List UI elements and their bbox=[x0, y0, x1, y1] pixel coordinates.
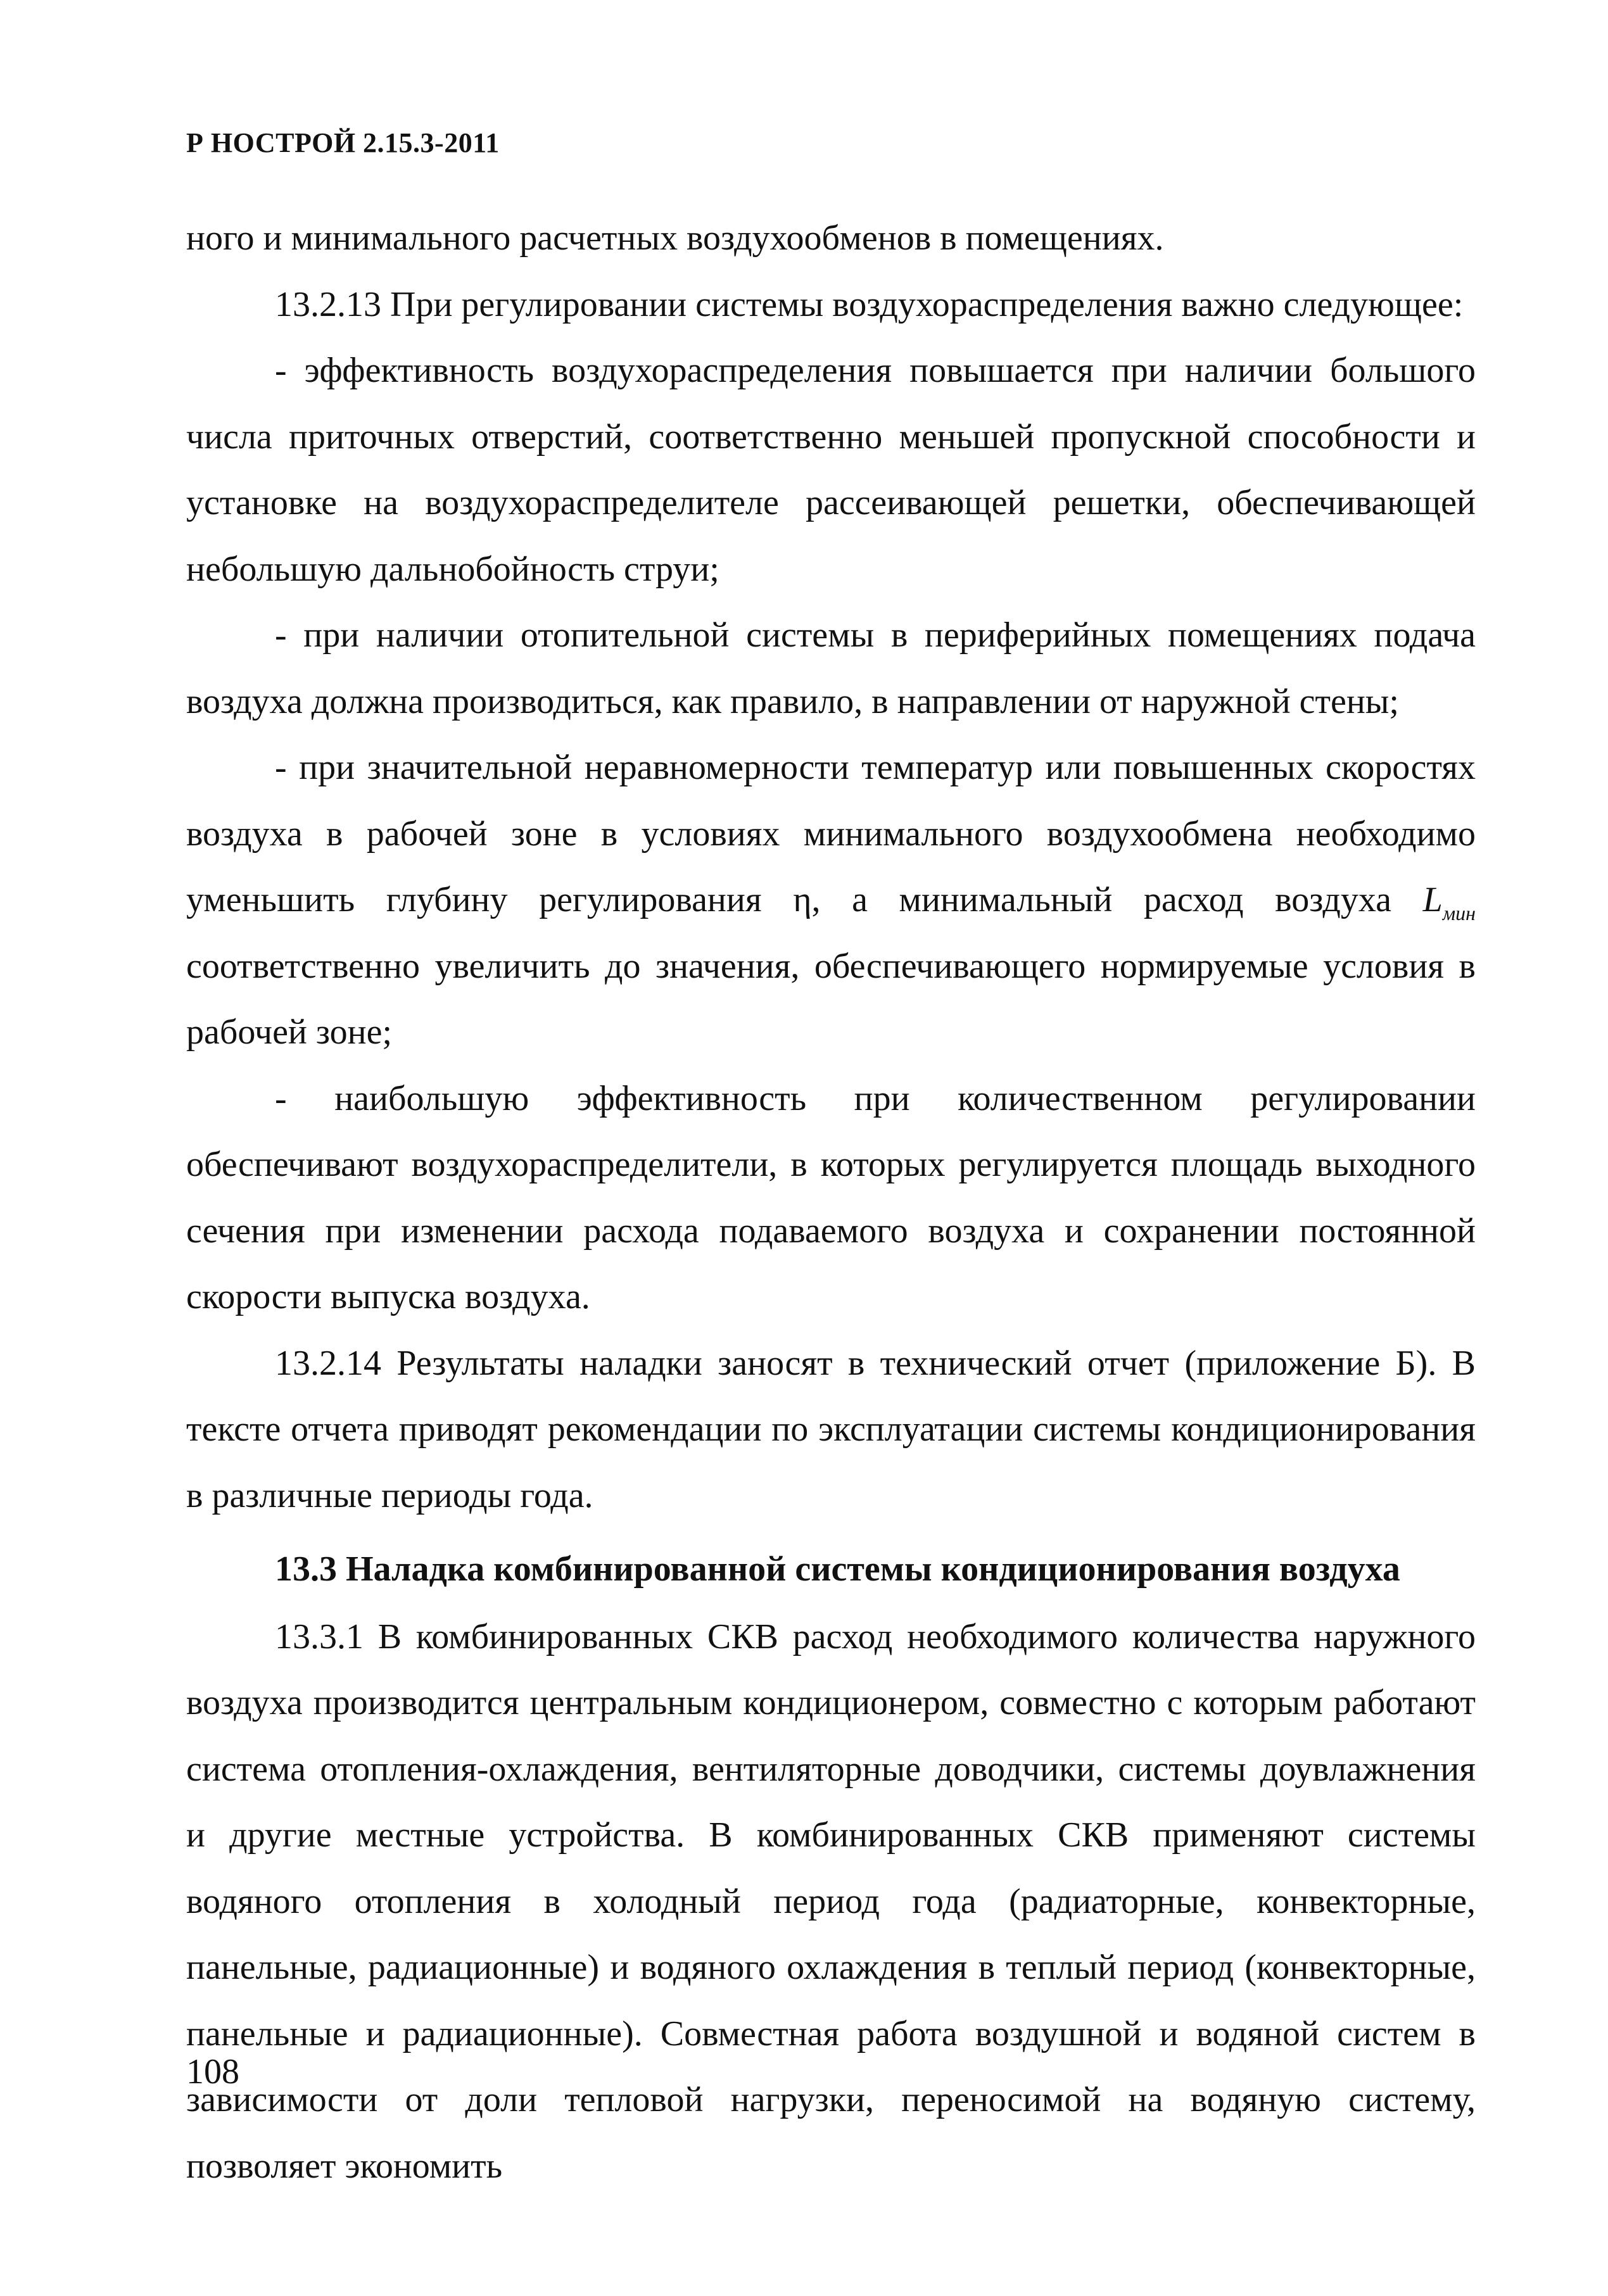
page-number: 108 bbox=[186, 2052, 239, 2091]
paragraph-13-3-1: 13.3.1 В комбинированных СКВ расход необходимого количества наружного воздуха производится центральным кондиционером, совместно с которым работают система отопления-охлаждения, вентиляторные доводчики, системы доувлажнения и другие местные устройства. В комбинированных СКВ применяют системы водяного отопления в холодный период года (радиаторные, конвекторные, панельные, радиационные) и водяного охлаждения в теплый период (конвекторные, панельные и радиационные). Совместная работа воздушной и водяной систем в зависимости от доли тепловой нагрузки, переносимой на водяную систему, позволяет экономить bbox=[186, 1617, 1476, 2186]
section-heading-13-3: 13.3 Наладка комбинированной системы кондиционирования воздуха bbox=[275, 1549, 1400, 1589]
min-airflow-symbol: $L_{мин}$ bbox=[1422, 880, 1476, 924]
list-item-text-part-2: соответственно увеличить до значения, обеспечивающего нормируемые условия в рабочей зоне; bbox=[186, 946, 1476, 1052]
list-item-efficiency: - эффективность воздухораспределения повышается при наличии большого числа приточных отверстий, соответственно меньшей пропускной способности и установке на воздухораспределителе рассеивающей решетки, обеспечивающей небольшую дальнобойность струи; bbox=[186, 351, 1476, 589]
min-airflow-subscript: мин bbox=[1442, 902, 1476, 924]
list-item-quantitative-regulation: - наибольшую эффективность при количественном регулировании обеспечивают воздухораспределители, в которых регулируется площадь выходного сечения при изменении расхода подаваемого воздуха и сохранении постоянной скорости выпуска воздуха. bbox=[186, 1078, 1476, 1316]
list-item-text-part-1: - при значительной неравномерности температур или повышенных скоростях воздуха в рабочей зоне в условиях минимального воздухообмена необходимо уменьшить глубину регулирования η, а минимальный расход воздуха bbox=[186, 748, 1476, 919]
list-item-heating-system: - при наличии отопительной системы в периферийных помещениях подача воздуха должна производиться, как правило, в направлении от наружной стены; bbox=[186, 615, 1476, 721]
paragraph-continuation: ного и минимального расчетных воздухообменов в помещениях. bbox=[186, 218, 1164, 258]
paragraph-13-2-13: 13.2.13 При регулировании системы воздухораспределения важно следующее: bbox=[275, 284, 1464, 324]
body-text bbox=[186, 205, 1476, 2199]
document-code-header: Р НОСТРОЙ 2.15.3-2011 bbox=[186, 127, 500, 158]
list-item-temperature-nonuniformity bbox=[186, 735, 1476, 1066]
paragraph-13-2-14: 13.2.14 Результаты наладки заносят в технический отчет (приложение Б). В тексте отчета приводят рекомендации по эксплуатации системы кондиционирования в различные периоды года. bbox=[186, 1343, 1476, 1515]
